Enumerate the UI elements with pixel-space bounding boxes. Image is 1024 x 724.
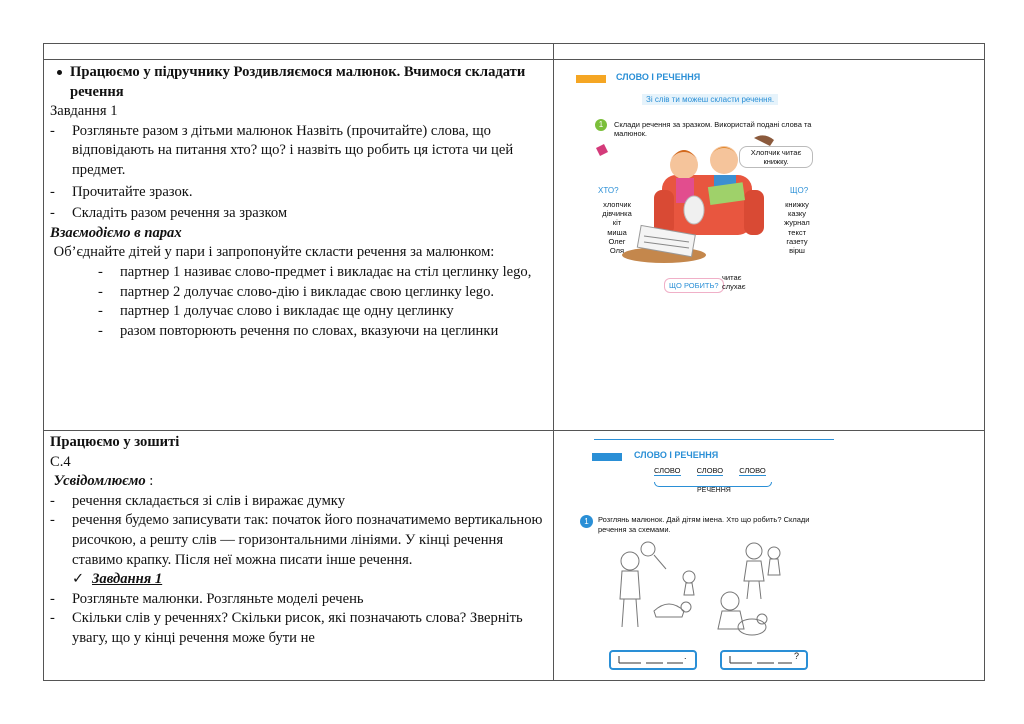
- list-item: - речення будемо записувати так: початок його позначатимемо вертикальною рисочкою, а решту слів — горизонтальними лініями. У кінці речення ставимо крапку. Після неї можна писати інше речення.: [50, 511, 547, 570]
- task-label: Завдання 1: [92, 571, 163, 588]
- list-item: - партнер 1 долучає слово і викладає ще одну цеглинку: [50, 302, 547, 322]
- word: читає: [722, 273, 742, 282]
- workbook-figure: [554, 431, 984, 680]
- list-item: - Розгляньте малюнки. Розгляньте моделі речень: [50, 590, 547, 610]
- textbook-text-cell: [44, 60, 554, 431]
- what-words: [774, 200, 820, 255]
- does-label: ЩО РОБИТЬ?: [664, 278, 724, 293]
- aware-colon: :: [145, 473, 154, 490]
- scheme-end: ?: [794, 651, 800, 661]
- figure-task-text: Склади речення за зразком. Використай подані слова та малюнок.: [614, 120, 812, 138]
- speech-bubble: Хлопчик читає книжку.: [739, 146, 813, 168]
- title-bar: [576, 75, 606, 83]
- what-label: ЩО?: [790, 186, 809, 195]
- figure-title: СЛОВО І РЕЧЕННЯ: [616, 72, 701, 82]
- does-words: [722, 273, 746, 291]
- word: Оля: [609, 246, 625, 256]
- title-bar: [592, 453, 622, 461]
- header-cell-left: [44, 44, 554, 60]
- list-item: - Розгляньте разом з дітьми малюнок Назвіть (прочитайте) слова, що відповідають на питання хто? що? і назвіть що робить ця істота чи цей предмет.: [50, 122, 547, 181]
- sentence-label: РЕЧЕННЯ: [697, 487, 731, 494]
- header-cell-right: [554, 44, 985, 60]
- workbook-text-cell: [44, 431, 554, 681]
- who-words: [594, 200, 640, 255]
- children-playing-illustration: [604, 539, 804, 644]
- scheme-1: [609, 650, 697, 670]
- textbook-heading: Працюємо у підручнику Роздивляємося малюнок. Вчимося складати речення: [50, 63, 547, 102]
- word: кіт: [612, 218, 622, 228]
- word: текст: [787, 227, 807, 237]
- task-label: Завдання 1: [50, 103, 118, 120]
- aware-line: [50, 472, 547, 492]
- page-ref: С.4: [50, 453, 71, 470]
- word: газету: [786, 236, 808, 246]
- word: миша: [607, 227, 627, 237]
- pairs-intro: Об’єднайте дітей у пари і запропонуйте скласти речення за малюнком:: [50, 244, 495, 261]
- list-item: - речення складається зі слів і виражає думку: [50, 492, 547, 512]
- word-slot: СЛОВО: [739, 466, 766, 475]
- word-model: [654, 466, 766, 475]
- list-item: - партнер 2 долучає слово-дію і викладає свою цеглинку lego.: [50, 283, 547, 303]
- scheme-end: .: [684, 651, 687, 661]
- top-rule: [594, 439, 834, 440]
- figure-task-text: Розглянь малюнок. Дай дітям імена. Хто що робить? Склади речення за схемами.: [598, 515, 810, 534]
- pairs-label: Взаємодіємо в парах: [50, 224, 182, 241]
- workbook-heading: Працюємо у зошиті: [50, 434, 180, 450]
- lesson-table: [43, 43, 985, 681]
- textbook-row: [44, 60, 985, 431]
- word: вірш: [789, 246, 805, 256]
- word: журнал: [784, 218, 810, 228]
- task-number: 1: [595, 119, 607, 131]
- aware-label: Усвідомлюємо: [50, 473, 146, 490]
- list-item: - партнер 1 називає слово-предмет і викладає на стіл цеглинку lego,: [50, 263, 547, 283]
- list-item: - Складіть разом речення за зразком: [50, 204, 547, 224]
- word: слухає: [722, 282, 746, 291]
- textbook-figure: [554, 60, 984, 430]
- figure-title: СЛОВО І РЕЧЕННЯ: [634, 450, 719, 460]
- workbook-row: [44, 431, 985, 681]
- who-label: ХТО?: [598, 186, 619, 195]
- workbook-figure-cell: [554, 431, 985, 681]
- scheme-2: [720, 650, 808, 670]
- word: Олег: [608, 236, 626, 246]
- list-item: - Прочитайте зразок.: [50, 183, 547, 203]
- word: хлопчик: [603, 200, 631, 209]
- figure-subtitle: Зі слів ти можеш скласти речення.: [642, 94, 778, 105]
- textbook-figure-cell: [554, 60, 985, 431]
- check-icon: ✓: [72, 571, 85, 588]
- word-slot: СЛОВО: [696, 466, 724, 475]
- task-line: [50, 570, 547, 590]
- word: книжку: [785, 200, 809, 209]
- word: казку: [787, 209, 807, 219]
- word-slot: СЛОВО: [654, 466, 681, 475]
- header-row: [44, 44, 985, 60]
- task-number: 1: [580, 515, 593, 528]
- list-item: - разом повторюють речення по словах, вказуючи на цеглинки: [50, 322, 547, 342]
- list-item: - Скільки слів у реченнях? Скільки рисок, які позначають слова? Зверніть увагу, що у кінці речення може бути не: [50, 609, 547, 648]
- word: дівчинка: [602, 209, 632, 219]
- scheme-1-lines: [611, 652, 695, 668]
